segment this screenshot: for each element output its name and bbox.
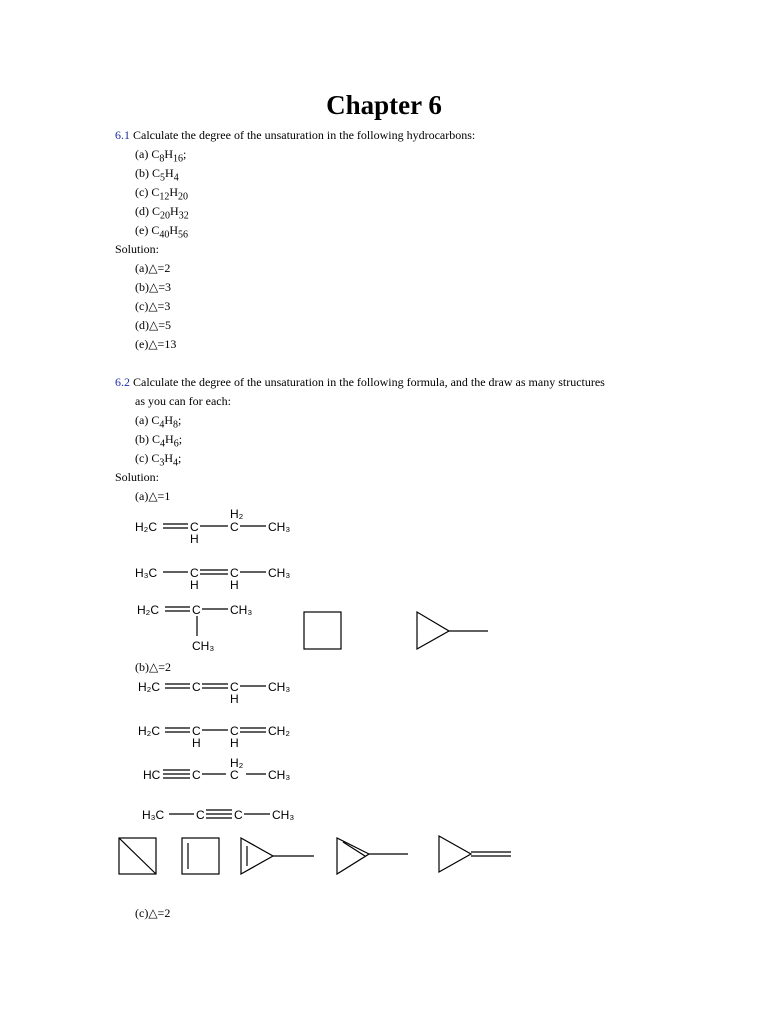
label-ch3: CH₃ bbox=[192, 639, 215, 653]
label-h: H bbox=[192, 736, 201, 750]
subscript: 5 bbox=[160, 172, 166, 184]
structure-isobutene bbox=[137, 603, 252, 653]
structures-b bbox=[0, 670, 768, 830]
element-symbol: H bbox=[165, 432, 174, 446]
bond bbox=[119, 838, 156, 874]
label-ch3: CH₃ bbox=[268, 680, 291, 694]
item-label: (c) bbox=[135, 185, 152, 199]
subscript: 32 bbox=[178, 210, 189, 222]
question-6-1 bbox=[115, 126, 475, 145]
answer-c: (c)△=2 bbox=[135, 906, 171, 920]
subscript: 6 bbox=[173, 438, 179, 450]
cyclobutane-ring bbox=[304, 612, 341, 649]
answer-d: (d)△=5 bbox=[135, 318, 171, 332]
subscript: 12 bbox=[159, 191, 170, 203]
punct: ; bbox=[178, 413, 182, 427]
element-symbol: C bbox=[151, 451, 160, 465]
item-label: (d) bbox=[135, 204, 152, 218]
label-ch3: CH₃ bbox=[230, 603, 253, 617]
punct: ; bbox=[183, 147, 187, 161]
question-number: 6.2 bbox=[115, 375, 130, 389]
label-hc: HC bbox=[143, 768, 161, 782]
answer-b: (b)△=2 bbox=[135, 660, 171, 674]
answer-e: (e)△=13 bbox=[135, 337, 177, 351]
element-symbol: H bbox=[165, 166, 174, 180]
label-c: C bbox=[192, 768, 201, 782]
label-c: C bbox=[196, 808, 205, 822]
subscript: 4 bbox=[160, 438, 166, 450]
structure-2-butene bbox=[135, 566, 290, 592]
subscript: 16 bbox=[173, 153, 184, 165]
label-h2c: H₂C bbox=[138, 724, 160, 738]
question-prompt-line2: as you can for each: bbox=[135, 394, 231, 408]
item-label: (c) bbox=[135, 451, 152, 465]
label-c: C bbox=[192, 603, 201, 617]
label-h3c: H₃C bbox=[142, 808, 165, 822]
label-c: C bbox=[230, 680, 239, 694]
answer-a: (a)△=2 bbox=[135, 261, 171, 275]
label-c: C bbox=[230, 724, 239, 738]
label-h2: H₂ bbox=[230, 507, 244, 521]
element-symbol: C bbox=[151, 413, 160, 427]
subscript: 56 bbox=[178, 229, 189, 241]
subscript: 4 bbox=[159, 419, 165, 431]
label-c: C bbox=[234, 808, 243, 822]
label-ch3: CH₃ bbox=[268, 520, 291, 534]
ring-structures-b bbox=[0, 830, 768, 880]
element-symbol: C bbox=[151, 223, 160, 237]
structure-1-butene bbox=[135, 507, 290, 546]
question-prompt: Calculate the degree of the unsaturation in the following hydrocarbons: bbox=[133, 128, 476, 142]
label-h2c: H₂C bbox=[138, 680, 160, 694]
punct: ; bbox=[178, 432, 183, 446]
label-c: C bbox=[230, 520, 239, 534]
label-c: C bbox=[192, 724, 201, 738]
label-c: C bbox=[190, 520, 199, 534]
element-symbol: H bbox=[169, 223, 179, 237]
subscript: 20 bbox=[178, 191, 189, 203]
methylenecyclopropane-ring bbox=[439, 836, 471, 872]
structure-1-butyne bbox=[143, 756, 290, 782]
double-bond bbox=[343, 842, 365, 856]
label-ch3: CH₃ bbox=[268, 768, 291, 782]
item-label: (e) bbox=[135, 223, 152, 237]
subscript: 20 bbox=[160, 210, 171, 222]
element-symbol: H bbox=[164, 147, 174, 161]
subscript: 8 bbox=[159, 153, 165, 165]
element-symbol: H bbox=[164, 413, 174, 427]
item-label: (a) bbox=[135, 147, 152, 161]
element-symbol: H bbox=[170, 204, 179, 218]
subscript: 4 bbox=[173, 457, 179, 469]
element-symbol: H bbox=[164, 451, 174, 465]
chapter-title: Chapter 6 bbox=[326, 90, 442, 120]
question-prompt-line1: Calculate the degree of the unsaturation in the following formula, and the draw as many structures bbox=[133, 375, 605, 389]
answer-b: (b)△=3 bbox=[135, 280, 171, 294]
element-symbol: C bbox=[151, 185, 160, 199]
question-6-2 bbox=[115, 373, 605, 392]
label-c: C bbox=[190, 566, 199, 580]
item-label: (b) bbox=[135, 166, 152, 180]
structure-2-butyne bbox=[142, 808, 294, 822]
element-symbol: C bbox=[152, 204, 161, 218]
structure-1-2-butadiene bbox=[138, 680, 290, 706]
item-label: (b) bbox=[135, 432, 152, 446]
subscript: 40 bbox=[159, 229, 170, 241]
item-label: (a) bbox=[135, 413, 152, 427]
solution-label: Solution: bbox=[115, 242, 160, 256]
label-ch3: CH₃ bbox=[268, 566, 291, 580]
subscript: 4 bbox=[173, 172, 179, 184]
element-symbol: C bbox=[151, 147, 160, 161]
answer-a: (a)△=1 bbox=[135, 489, 171, 503]
element-symbol: C bbox=[152, 432, 161, 446]
label-h: H bbox=[230, 736, 239, 750]
subscript: 8 bbox=[173, 419, 179, 431]
label-h3c: H₃C bbox=[135, 566, 158, 580]
label-c: C bbox=[192, 680, 201, 694]
label-c: C bbox=[230, 768, 239, 782]
label-ch3: CH₃ bbox=[272, 808, 295, 822]
structure-1-3-butadiene bbox=[138, 724, 290, 750]
subscript: 3 bbox=[159, 457, 165, 469]
question-number: 6.1 bbox=[115, 128, 130, 142]
element-symbol: H bbox=[169, 185, 179, 199]
label-h: H bbox=[230, 692, 239, 706]
label-h2c: H₂C bbox=[135, 520, 157, 534]
solution-label: Solution: bbox=[115, 470, 160, 484]
methylcyclopropene-ring bbox=[241, 838, 273, 874]
label-h2c: H₂C bbox=[137, 603, 159, 617]
structures-a bbox=[0, 500, 768, 660]
label-h: H bbox=[190, 532, 199, 546]
element-symbol: C bbox=[152, 166, 161, 180]
punct: ; bbox=[178, 451, 182, 465]
answer-c: (c)△=3 bbox=[135, 299, 171, 313]
label-h: H bbox=[230, 578, 239, 592]
label-h: H bbox=[190, 578, 199, 592]
methylcyclopropane-ring bbox=[417, 612, 449, 649]
label-h2: H₂ bbox=[230, 756, 244, 770]
label-ch2: CH₂ bbox=[268, 724, 290, 738]
label-c: C bbox=[230, 566, 239, 580]
